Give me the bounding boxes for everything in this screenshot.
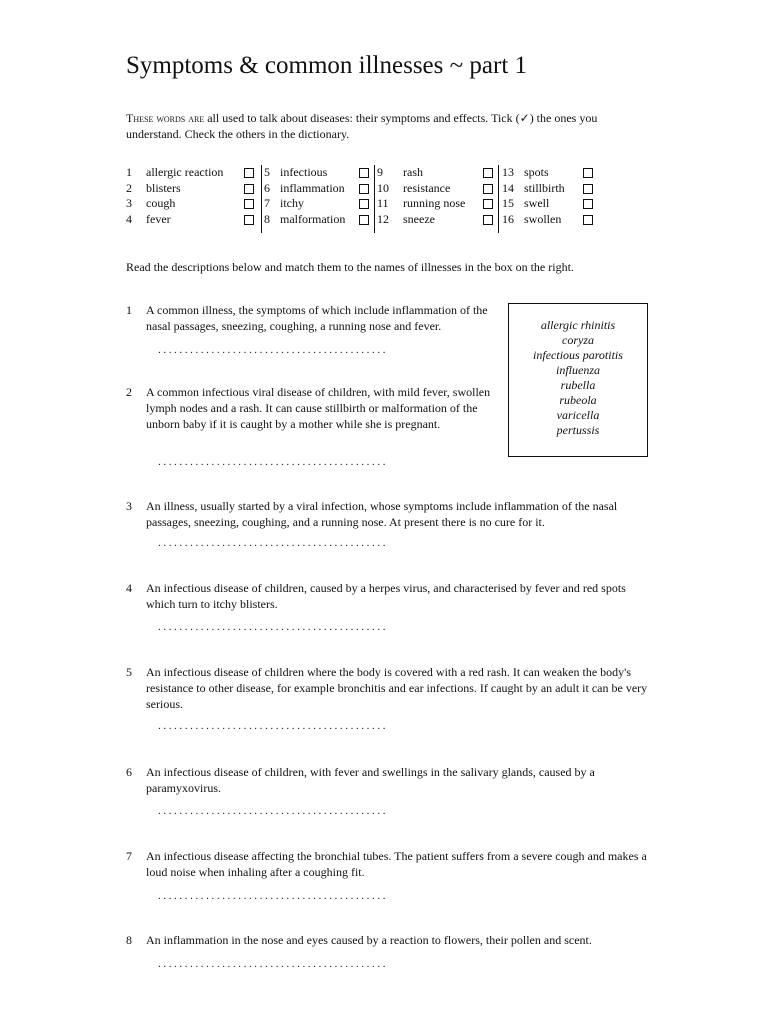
word-label: infectious bbox=[280, 165, 328, 179]
word-column-3 bbox=[377, 165, 465, 233]
answer-line[interactable]: ........................................... bbox=[158, 720, 389, 732]
word-number: 9 bbox=[377, 165, 383, 179]
word-number: 2 bbox=[126, 180, 132, 195]
word-checklist bbox=[126, 165, 606, 233]
word-label: blisters bbox=[146, 180, 181, 195]
column-divider bbox=[498, 165, 499, 233]
question-text: A common infectious viral disease of children, with mild fever, swollen lymph nodes and a rash. It can cause stillbirth or malformation of the unborn baby if it is caught by a mother while she is pregnant. bbox=[146, 385, 491, 431]
column-divider bbox=[374, 165, 375, 233]
question-item bbox=[126, 848, 651, 880]
question-text: An infectious disease of children, with fever and swellings in the salivary glands, caused by a paramyxovirus. bbox=[146, 765, 595, 795]
word-number: 16 bbox=[502, 211, 514, 226]
question-number: 3 bbox=[126, 499, 132, 513]
tick-checkbox[interactable] bbox=[359, 215, 369, 225]
tick-checkbox[interactable] bbox=[583, 199, 593, 209]
word-number: 7 bbox=[264, 196, 270, 210]
intro-text: all used to talk about diseases: their symptoms and effects. Tick (✓) the ones you understand. Check the others in the dictionary. bbox=[126, 111, 598, 141]
question-number: 5 bbox=[126, 665, 132, 679]
tick-checkbox[interactable] bbox=[583, 168, 593, 178]
tick-checkbox[interactable] bbox=[244, 184, 254, 194]
question-text: An illness, usually started by a viral infection, whose symptoms include inflammation of the nasal passages, sneezing, coughing, and a running nose. At present there is no cure for it. bbox=[146, 499, 618, 529]
question-item bbox=[126, 580, 651, 612]
question-item bbox=[126, 932, 651, 948]
question-number: 1 bbox=[126, 303, 132, 317]
tick-checkbox[interactable] bbox=[359, 168, 369, 178]
answer-line[interactable]: ........................................... bbox=[158, 344, 389, 356]
word-item bbox=[377, 181, 465, 197]
question-text: An infectious disease of children, caused by a herpes virus, and characterised by fever and red spots which turn to itchy blisters. bbox=[146, 581, 626, 611]
question-number: 8 bbox=[126, 933, 132, 947]
word-item bbox=[502, 165, 565, 181]
question-item bbox=[126, 764, 651, 796]
question-number: 7 bbox=[126, 849, 132, 863]
word-label: resistance bbox=[403, 180, 451, 195]
tick-checkbox[interactable] bbox=[244, 168, 254, 178]
word-item bbox=[126, 196, 223, 212]
answer-line[interactable]: ........................................... bbox=[158, 621, 389, 633]
answer-line[interactable]: ........................................... bbox=[158, 805, 389, 817]
word-label: inflammation bbox=[280, 180, 345, 195]
word-label: fever bbox=[146, 211, 171, 226]
word-column-1 bbox=[126, 165, 223, 233]
tick-checkbox[interactable] bbox=[583, 215, 593, 225]
word-label: cough bbox=[146, 196, 176, 210]
word-item bbox=[126, 181, 223, 197]
word-item bbox=[502, 212, 565, 228]
word-item bbox=[377, 212, 465, 228]
word-number: 11 bbox=[377, 196, 389, 210]
illness-name: pertussis bbox=[556, 423, 600, 437]
question-number: 4 bbox=[126, 581, 132, 595]
word-column-2 bbox=[264, 165, 345, 233]
word-item bbox=[264, 196, 345, 212]
illness-name: influenza bbox=[556, 363, 600, 377]
question-item bbox=[126, 302, 496, 334]
question-item bbox=[126, 664, 651, 712]
question-number: 6 bbox=[126, 765, 132, 779]
answer-line[interactable]: ........................................... bbox=[158, 958, 389, 970]
word-label: swell bbox=[524, 196, 550, 210]
word-item bbox=[126, 212, 223, 228]
question-text: An infectious disease affecting the bronchial tubes. The patient suffers from a severe cough and makes a loud noise when inhaling after a coughing fit. bbox=[146, 849, 647, 879]
tick-checkbox[interactable] bbox=[244, 215, 254, 225]
word-number: 3 bbox=[126, 196, 132, 210]
column-divider bbox=[261, 165, 262, 233]
answer-line[interactable]: ........................................... bbox=[158, 456, 389, 468]
word-item bbox=[377, 165, 465, 181]
word-number: 15 bbox=[502, 196, 514, 210]
word-number: 14 bbox=[502, 180, 514, 195]
tick-checkbox[interactable] bbox=[583, 184, 593, 194]
question-text: A common illness, the symptoms of which include inflammation of the nasal passages, sneezing, coughing, a running nose and fever. bbox=[146, 303, 488, 333]
question-item bbox=[126, 498, 651, 530]
word-item bbox=[502, 181, 565, 197]
word-label: running nose bbox=[403, 196, 466, 210]
answer-line[interactable]: ........................................... bbox=[158, 890, 389, 902]
word-label: malformation bbox=[280, 211, 346, 226]
question-item bbox=[126, 384, 496, 432]
illness-name: coryza bbox=[562, 333, 594, 347]
illness-name: varicella bbox=[556, 408, 600, 422]
tick-checkbox[interactable] bbox=[483, 199, 493, 209]
word-number: 8 bbox=[264, 211, 270, 226]
word-number: 4 bbox=[126, 211, 132, 226]
illness-names-box bbox=[508, 303, 648, 457]
word-item bbox=[264, 212, 345, 228]
word-label: allergic reaction bbox=[146, 165, 224, 179]
illness-name: rubeola bbox=[559, 393, 597, 407]
tick-checkbox[interactable] bbox=[483, 215, 493, 225]
word-number: 6 bbox=[264, 180, 270, 195]
word-item bbox=[502, 196, 565, 212]
illness-name: infectious parotitis bbox=[533, 348, 623, 362]
word-label: swollen bbox=[524, 211, 562, 226]
word-label: spots bbox=[524, 165, 549, 179]
word-number: 12 bbox=[377, 211, 389, 226]
question-text: An inflammation in the nose and eyes caused by a reaction to flowers, their pollen and scent. bbox=[146, 933, 592, 947]
instructions: Read the descriptions below and match them to the names of illnesses in the box on the right. bbox=[126, 260, 574, 274]
word-item bbox=[264, 165, 345, 181]
word-number: 10 bbox=[377, 180, 389, 195]
word-number: 5 bbox=[264, 165, 270, 179]
word-label: rash bbox=[403, 165, 423, 179]
word-item bbox=[126, 165, 223, 181]
tick-checkbox[interactable] bbox=[483, 184, 493, 194]
word-item bbox=[377, 196, 465, 212]
illness-name: rubella bbox=[560, 378, 596, 392]
word-item bbox=[264, 181, 345, 197]
intro-paragraph bbox=[126, 110, 646, 142]
illness-name: allergic rhinitis bbox=[540, 318, 616, 332]
word-column-4 bbox=[502, 165, 565, 233]
word-number: 1 bbox=[126, 165, 132, 179]
tick-checkbox[interactable] bbox=[359, 184, 369, 194]
word-label: sneeze bbox=[403, 211, 435, 226]
tick-checkbox[interactable] bbox=[359, 199, 369, 209]
tick-checkbox[interactable] bbox=[244, 199, 254, 209]
answer-line[interactable]: ........................................... bbox=[158, 537, 389, 549]
word-label: itchy bbox=[280, 196, 304, 210]
question-text: An infectious disease of children where the body is covered with a red rash. It can weaken the body's resistance to other disease, for example bronchitis and ear infections. If caught by an adult it can be very serious. bbox=[146, 665, 648, 711]
question-number: 2 bbox=[126, 385, 132, 399]
word-label: stillbirth bbox=[524, 180, 565, 195]
tick-checkbox[interactable] bbox=[483, 168, 493, 178]
word-number: 13 bbox=[502, 165, 514, 179]
page-title: Symptoms & common illnesses ~ part 1 bbox=[126, 52, 528, 79]
intro-lead: These words are bbox=[126, 111, 205, 125]
